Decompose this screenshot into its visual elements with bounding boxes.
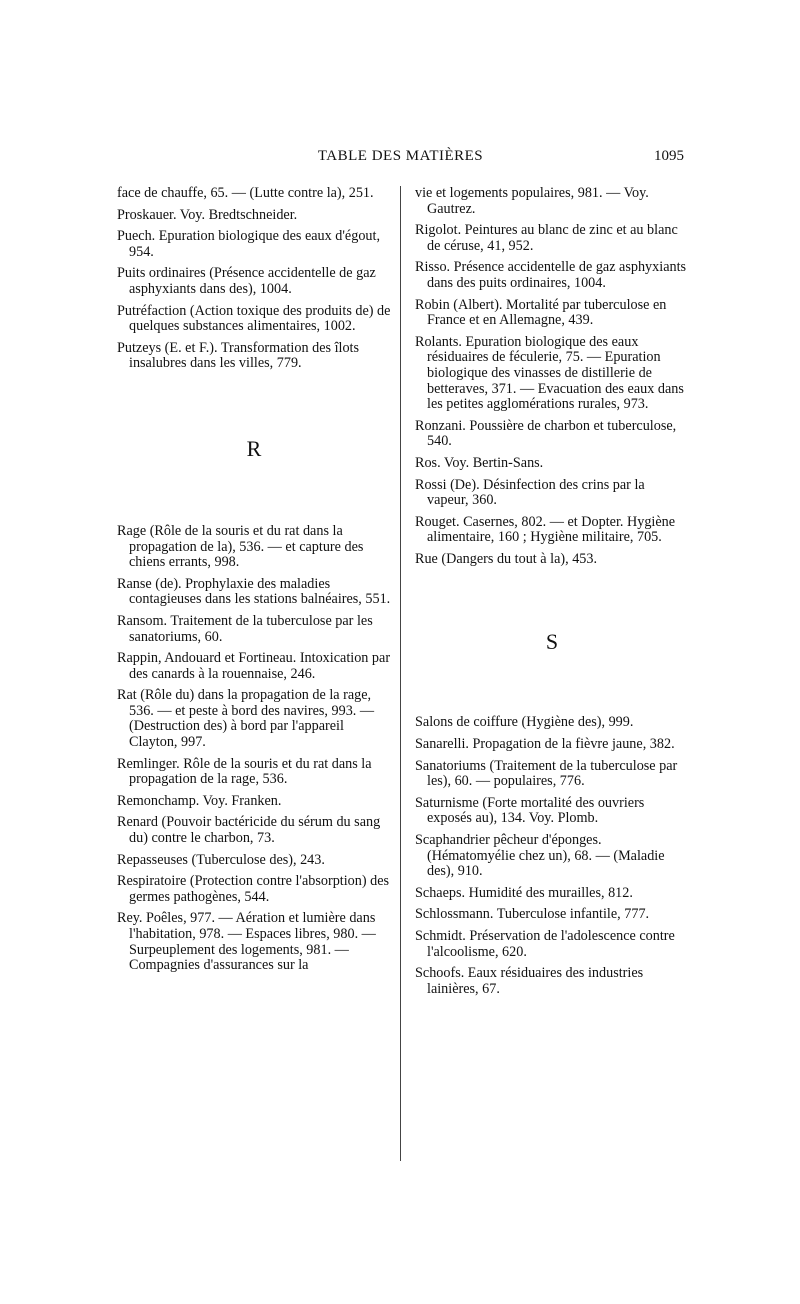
index-entry: Remlinger. Rôle de la souris et du rat dans la propagation de la rage, 536.: [117, 755, 372, 788]
index-entry: Renard (Pouvoir bactéricide du sérum du sang du) contre le charbon, 73.: [117, 814, 381, 847]
index-entry: Puech. Epuration biologique des eaux d'égout, 954.: [117, 228, 380, 260]
index-entry: Putréfaction (Action toxique des produits de) de quelques substances alimentaires, 1002.: [117, 302, 391, 335]
index-entry: Puits ordinaires (Présence accidentelle de gaz asphyxiants dans des), 1004.: [117, 265, 376, 297]
index-entry: Risso. Présence accidentelle de gaz asphyxiants dans des puits ordinaires, 1004.: [415, 259, 687, 291]
index-entry: Robin (Albert). Mortalité par tuberculose en France et en Allemagne, 439.: [415, 296, 667, 329]
section-letter-r: R: [246, 435, 262, 461]
index-entry: Ransom. Traitement de la tuberculose par les sanatoriums, 60.: [117, 612, 373, 645]
index-entry: Rage (Rôle de la souris et du rat dans la propagation de la), 536. — et capture des chiens errants, 998.: [117, 522, 364, 571]
index-entry: Rue (Dangers du tout à la), 453.: [415, 550, 598, 567]
index-entry: Schaeps. Humidité des murailles, 812.: [415, 884, 633, 901]
index-entry: Rat (Rôle du) dans la propagation de la rage, 536. — et peste à bord des navires, 993. — (Destruction des) à bord par l'appareil Clayton, 997.: [117, 687, 375, 751]
index-entry: Ros. Voy. Bertin-Sans.: [415, 454, 544, 471]
index-entry: Remonchamp. Voy. Franken.: [117, 792, 282, 809]
index-entry: Schmidt. Préservation de l'adolescence contre l'alcoolisme, 620.: [415, 928, 675, 960]
running-title: TABLE DES MATIÈRES: [317, 148, 484, 164]
section-letter-s: S: [545, 629, 559, 655]
index-entry: Rouget. Casernes, 802. — et Dopter. Hygiène alimentaire, 160 ; Hygiène militaire, 705.: [415, 513, 676, 546]
index-entry: Proskauer. Voy. Bredtschneider.: [117, 206, 298, 223]
entries-after: [117, 524, 391, 974]
index-entry: Putzeys (E. et F.). Transformation des îlots insalubres dans les villes, 779.: [117, 339, 360, 372]
index-entry: Rossi (De). Désinfection des crins par la vapeur, 360.: [415, 476, 645, 509]
entries-before: [415, 186, 689, 567]
index-entry: Salons de coiffure (Hygiène des), 999.: [415, 714, 634, 731]
index-entry: vie et logements populaires, 981. — Voy. Gautrez.: [415, 185, 649, 217]
index-entry: Rigolot. Peintures au blanc de zinc et au blanc de céruse, 41, 952.: [415, 222, 678, 254]
index-entry: Sanarelli. Propagation de la fièvre jaune, 382.: [415, 736, 675, 753]
index-entry: Ranse (de). Prophylaxie des maladies contagieuses dans les stations balnéaires, 551.: [117, 575, 391, 608]
index-entry: face de chauffe, 65. — (Lutte contre la), 251.: [117, 185, 374, 201]
index-entry: Rappin, Andouard et Fortineau. Intoxication par des canards à la rouennaise, 246.: [117, 650, 391, 682]
page-number: 1095: [654, 148, 684, 164]
index-column-right: [415, 186, 689, 1003]
index-entry: Ronzani. Poussière de charbon et tuberculose, 540.: [415, 417, 677, 450]
index-entry: Rolants. Epuration biologique des eaux résiduaires de féculerie, 75. — Epuration biologique des vinasses de distillerie de betteraves, 371. — Evacuation des eaux dans les petites agglomérations rurales, 973.: [415, 333, 684, 413]
index-entry: Rey. Poêles, 977. — Aération et lumière dans l'habitation, 978. — Espaces libres, 980. — Surpeuplement des logements, 981. — Compagnies d'assurances sur la: [117, 910, 376, 974]
index-entry: Schoofs. Eaux résiduaires des industries lainières, 67.: [415, 965, 644, 997]
index-entry: Scaphandrier pêcheur d'éponges. (Hématomyélie chez un), 68. — (Maladie des), 910.: [415, 832, 665, 880]
index-entry: Schlossmann. Tuberculose infantile, 777.: [415, 906, 650, 923]
index-entry: Saturnisme (Forte mortalité des ouvriers exposés au), 134. Voy. Plomb.: [415, 794, 645, 827]
index-entry: Respiratoire (Protection contre l'absorption) des germes pathogènes, 544.: [117, 873, 390, 905]
running-header: [117, 148, 684, 172]
index-column-left: [117, 186, 391, 980]
index-entry: Sanatoriums (Traitement de la tuberculose par les), 60. — populaires, 776.: [415, 757, 678, 790]
column-divider: [400, 186, 401, 1161]
entries-after: [415, 715, 689, 997]
index-entry: Repasseuses (Tuberculose des), 243.: [117, 851, 325, 868]
entries-before: [117, 186, 391, 372]
